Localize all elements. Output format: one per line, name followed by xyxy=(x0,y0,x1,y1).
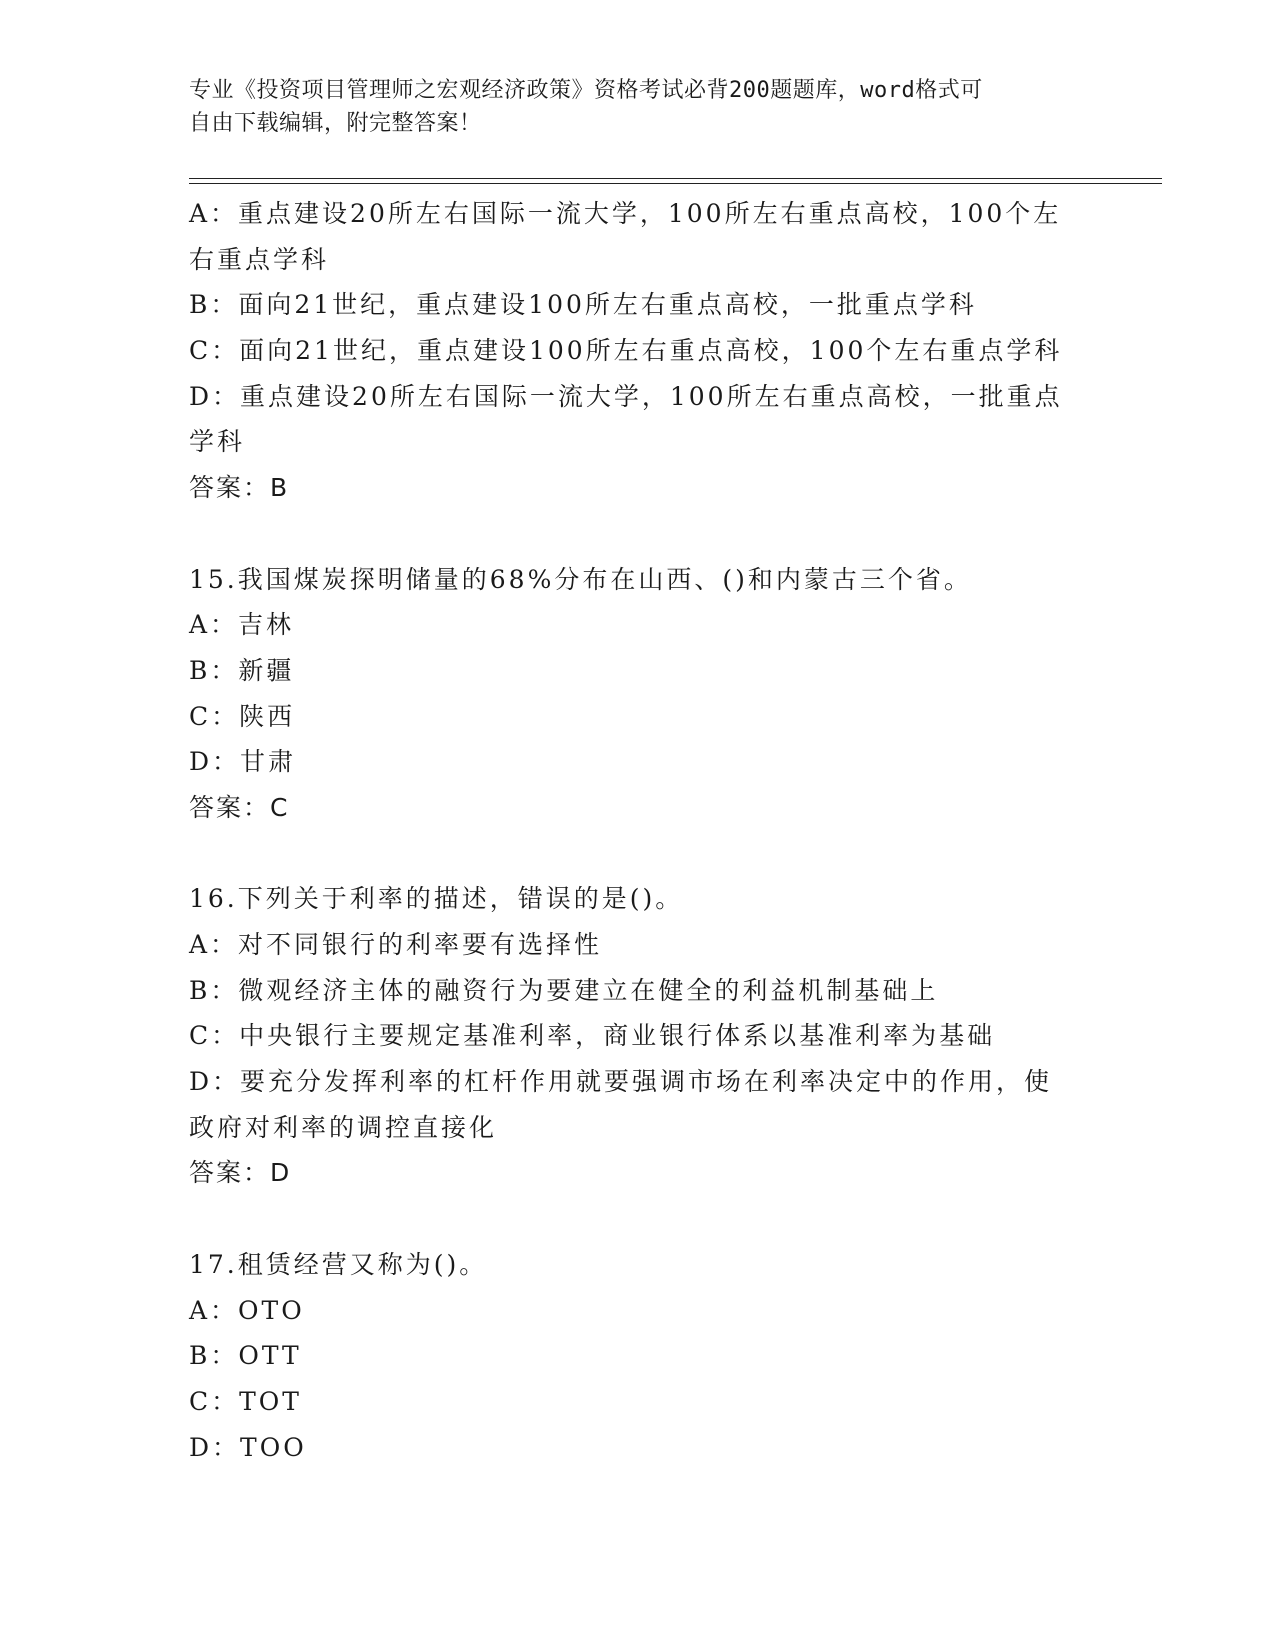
option-d-line-1: D：要充分发挥利率的杠杆作用就要强调市场在利率决定中的作用，使 xyxy=(189,1067,1053,1097)
option-a: A：对不同银行的利率要有选择性 xyxy=(189,930,603,959)
option-c: C：面向21世纪，重点建设100所左右重点高校，100个左右重点学科 xyxy=(189,336,1063,366)
question-16 xyxy=(189,876,1089,1196)
question-spacer xyxy=(189,831,1089,877)
answer-label: 答案：B xyxy=(189,473,290,503)
header-title-line-2: 自由下载编辑，附完整答案！ xyxy=(189,111,482,136)
header-divider-bottom xyxy=(189,183,1162,184)
answer-label: 答案：D xyxy=(189,1158,292,1188)
question-spacer xyxy=(189,511,1089,557)
question-text: 16.下列关于利率的描述，错误的是()。 xyxy=(189,884,684,914)
question-14 xyxy=(189,191,1089,511)
option-a: A：吉林 xyxy=(189,610,295,640)
option-a: A：OTO xyxy=(189,1295,305,1325)
option-b: B：面向21世纪，重点建设100所左右重点高校，一批重点学科 xyxy=(189,290,977,320)
question-text: 17.租赁经营又称为()。 xyxy=(189,1249,488,1279)
option-a-line-2: 右重点学科 xyxy=(189,244,330,274)
option-d: D：甘肃 xyxy=(189,747,297,777)
option-d-line-1: D：重点建设20所左右国际一流大学，100所左右重点高校，一批重点 xyxy=(189,381,1063,411)
document-header xyxy=(189,74,1089,140)
answer-label: 答案：C xyxy=(189,792,290,822)
option-a-line-1: A：重点建设20所左右国际一流大学，100所左右重点高校，100个左 xyxy=(189,199,1062,228)
option-b: B：OTT xyxy=(189,1341,302,1371)
option-d: D：TOO xyxy=(189,1432,307,1462)
option-c: C：中央银行主要规定基准利率，商业银行体系以基准利率为基础 xyxy=(189,1021,996,1051)
question-spacer xyxy=(189,1196,1089,1242)
header-title-line-1: 专业《投资项目管理师之宏观经济政策》资格考试必背200题题库，word格式可 xyxy=(189,78,983,103)
question-15 xyxy=(189,557,1089,831)
question-17 xyxy=(189,1242,1089,1470)
option-c: C：陕西 xyxy=(189,701,296,731)
option-d-line-2: 学科 xyxy=(189,427,246,457)
question-list xyxy=(189,191,1089,1470)
header-divider-top xyxy=(189,178,1162,179)
option-c: C：TOT xyxy=(189,1386,302,1416)
option-d-line-2: 政府对利率的调控直接化 xyxy=(189,1112,498,1142)
option-b: B：新疆 xyxy=(189,655,295,685)
option-b: B：微观经济主体的融资行为要建立在健全的利益机制基础上 xyxy=(189,975,939,1005)
question-text: 15.我国煤炭探明储量的68%分布在山西、()和内蒙古三个省。 xyxy=(189,564,972,594)
